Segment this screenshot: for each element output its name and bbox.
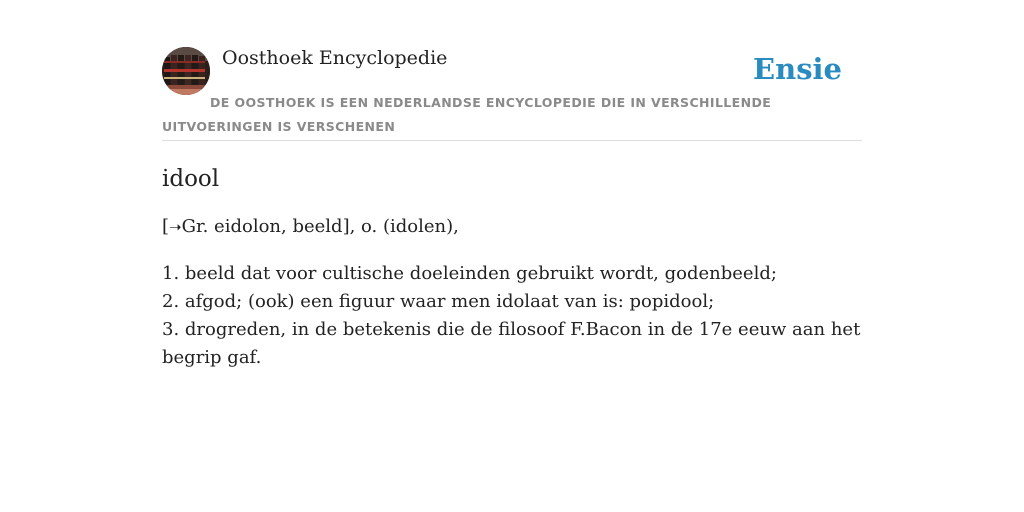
definitions-list <box>162 260 862 372</box>
encyclopedia-books-icon[interactable] <box>162 47 210 95</box>
definition-item: 1. beeld dat voor cultische doeleinden gebruikt wordt, godenbeeld; <box>162 263 777 284</box>
etymology <box>162 213 862 241</box>
definition-item: 2. afgod; (ook) een figuur waar men idolaat van is: popidool; <box>162 291 715 312</box>
arrow-right-icon: ➝ <box>169 218 182 236</box>
definition-item: 3. drogreden, in de betekenis die de filosoof F.Bacon in de 17e eeuw aan het begrip gaf. <box>162 319 861 368</box>
entry-content <box>162 160 862 372</box>
ensie-logo[interactable]: Ensie <box>753 52 842 86</box>
site-description: DE OOSTHOEK IS EEN NEDERLANDSE ENCYCLOPEDIE DIE IN VERSCHILLENDE UITVOERINGEN IS VERSCHENEN <box>162 95 772 134</box>
site-title-link[interactable]: Oosthoek Encyclopedie <box>222 47 448 69</box>
etymology-text: Gr. eidolon, beeld], o. (idolen), <box>181 216 459 237</box>
entry-title: idool <box>162 166 220 192</box>
etymology-open-bracket: [ <box>162 216 170 237</box>
site-header <box>162 46 862 141</box>
